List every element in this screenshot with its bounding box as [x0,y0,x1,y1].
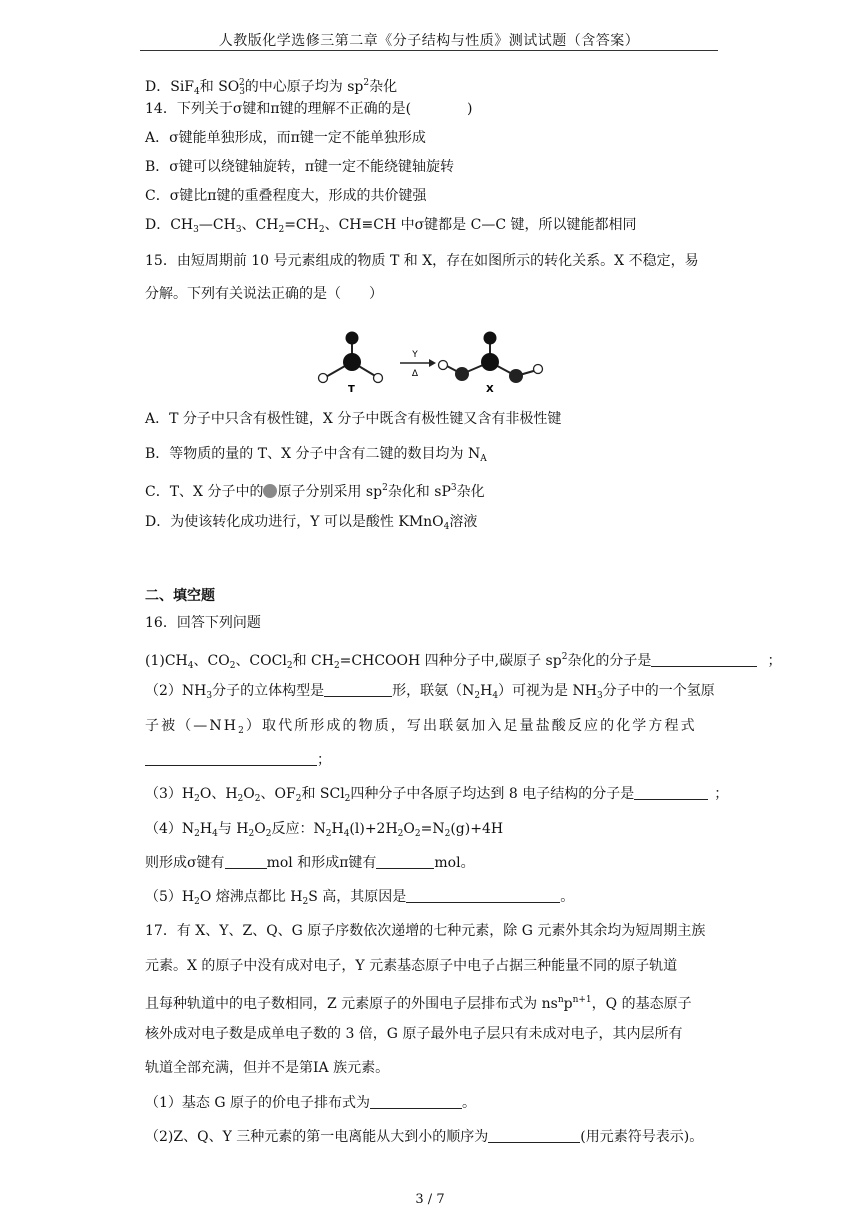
answer-blank[interactable] [406,888,560,903]
carbon-atom [481,353,499,371]
q14-option-a: A．σ键能单独形成，而π键一定不能单独形成 [145,130,426,146]
q14-stem: 14．下列关于σ键和π键的理解不正确的是( ) [145,101,473,117]
hydrogen-atom [374,374,383,383]
oxygen-atom [509,369,523,383]
grey-atom-icon [263,484,277,498]
q17-part1: （1）基态 G 原子的价电子排布式为 。 [145,1095,476,1111]
page-header: 人教版化学选修三第二章《分子结构与性质》测试试题（含答案） [218,33,640,49]
q17-line1: 17．有 X、Y、Z、Q、G 原子序数依次递增的七种元素，除 G 元素外其余均为短周期主族 [145,923,706,939]
answer-blank[interactable] [651,652,757,667]
q15-option-d: D．为使该转化成功进行，Y 可以是酸性 KMnO$_4$溶液 [145,514,478,532]
arrow-reagent: Y [412,350,418,360]
q16-part1: $(1)CH_4$、$CO_2$、COCl$_2$和 $CH_2=CHCOOH$ 四种分子中,碳原子 $sp^2$杂化的分子是 ； [145,652,782,671]
q16-part5: $(5)H_2O$ 熔沸点都比 $H_2S$ 高，其原因是 。 [145,889,575,907]
answer-blank[interactable] [225,854,267,869]
q15-option-c: C．T、X 分子中的 原子分别采用 $sp^2$杂化和 $sP^3$杂化 [145,483,485,500]
q16-stem: 16．回答下列问题 [145,615,261,631]
q15-option-b: B．等物质的量的 T、X 分子中含有二键的数目均为 $N_A$ [145,446,487,464]
q15-stem-line2: 分解。下列有关说法正确的是（ ） [145,286,383,302]
oxygen-atom [484,332,497,345]
q16-part2-line1: $(2)NH_3$分子的立体构型是 形，联氨$(N_2H_4)$可视为是 $NH_3$分子中的一个氢原 [145,683,715,701]
hydrogen-atom [439,361,448,370]
answer-blank[interactable] [324,682,392,697]
section-title: 二、填空题 [145,588,215,604]
answer-blank[interactable] [634,785,708,800]
molecule-x [439,332,543,396]
reaction-arrow [400,350,436,379]
label-t: T [348,384,355,395]
q16-part2-line3: ； [145,751,331,769]
answer-blank[interactable] [376,854,434,869]
molecule-diagram [317,326,547,402]
label-x: X [486,384,494,395]
q17-line2: 元素。X 的原子中没有成对电子，Y 元素基态原子中电子占据三种能量不同的原子轨道 [145,958,678,974]
q14-option-b: B．σ键可以绕键轴旋转，π键一定不能绕键轴旋转 [145,159,455,175]
carbon-atom [343,353,361,371]
q13-option-d: D．SiF$_4$和 $SO_3^2$的中心原子均为 $sp^2$杂化 [145,78,398,97]
hydrogen-atom [534,365,543,374]
oxygen-atom [346,332,359,345]
q17-line4: 核外成对电子数是成单电子数的 3 倍，G 原子最外电子层只有未成对电子，其内层所有 [145,1026,683,1042]
header-rule [140,50,718,51]
answer-blank[interactable] [145,751,317,766]
q17-line5: 轨道全部充满，但并不是第ⅠA 族元素。 [145,1060,390,1076]
molecule-t [319,332,383,396]
q15-option-a: A．T 分子中只含有极性键，X 分子中既含有极性键又含有非极性键 [145,411,562,427]
page-number: 3 / 7 [415,1192,445,1207]
q15-stem-line1: 15．由短周期前 10 号元素组成的物质 T 和 X，存在如图所示的转化关系。X 不稳定，易 [145,253,699,269]
q17-part2: （2)Z、Q、Y 三种元素的第一电离能从大到小的顺序为 (用元素符号表示)。 [145,1129,704,1145]
q16-part4-line1: $(4)N_2H_4$与 $H_2O_2$反应：$N_2H_4(l)+2H_2O_2=N_2(g)+4H$ [145,821,504,839]
q16-part2-line2: 子被$(—NH_2)$取代所形成的物质，写出联氨加入足量盐酸反应的化学方程式 [145,718,697,736]
answer-blank[interactable] [370,1094,462,1109]
arrow-condition: Δ [411,369,419,379]
answer-blank[interactable] [488,1128,580,1143]
q16-part4-line2: 则形成σ键有 mol 和形成π键有 mol。 [145,855,475,871]
oxygen-atom [455,367,469,381]
q16-part3: $(3)H_2O$、$H_2O_2$、$OF_2$和 SCl$_2$四种分子中各原子均达到 8 电子结构的分子是 ； [145,786,729,804]
hydrogen-atom [319,374,328,383]
q14-option-d: D．$CH_3—CH_3$、$CH_2=CH_2$、CH≡CH 中σ键都是 C—C 键，所以键能都相同 [145,217,637,235]
q17-line3: 且每种轨道中的电子数相同，Z 元素原子的外围电子层排布式为 $ns^np^{n+1}$，Q 的基态原子 [145,995,692,1012]
q14-option-c: C．σ键比π键的重叠程度大，形成的共价键强 [145,188,427,204]
